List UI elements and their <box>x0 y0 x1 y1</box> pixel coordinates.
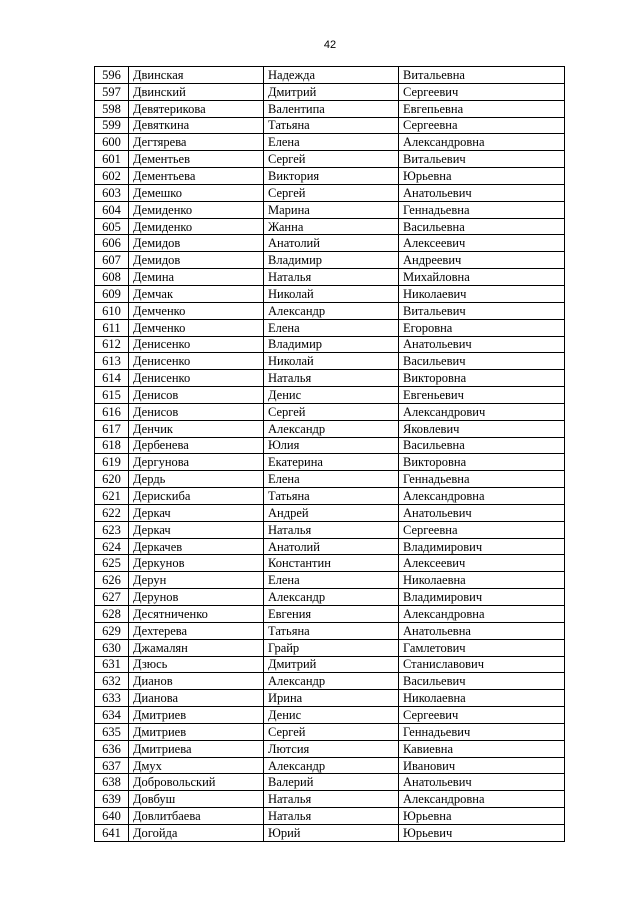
table-row <box>95 201 565 218</box>
patronymic-cell: Сергеевич <box>399 83 565 100</box>
table-row <box>95 168 565 185</box>
surname-cell: Дегтярева <box>129 134 264 151</box>
row-number-cell: 607 <box>95 252 129 269</box>
given-name-cell: Дмитрий <box>264 656 399 673</box>
patronymic-cell: Егоровна <box>399 319 565 336</box>
table-row <box>95 67 565 84</box>
patronymic-cell: Станиславович <box>399 656 565 673</box>
patronymic-cell: Юрьевич <box>399 824 565 841</box>
surname-cell: Довлитбаева <box>129 808 264 825</box>
patronymic-cell: Михайловна <box>399 269 565 286</box>
row-number-cell: 608 <box>95 269 129 286</box>
given-name-cell: Константин <box>264 555 399 572</box>
surname-cell: Денисенко <box>129 336 264 353</box>
given-name-cell: Владимир <box>264 336 399 353</box>
table-row <box>95 353 565 370</box>
row-number-cell: 604 <box>95 201 129 218</box>
row-number-cell: 626 <box>95 572 129 589</box>
surname-cell: Дмитриев <box>129 707 264 724</box>
table-row <box>95 83 565 100</box>
registry-body <box>95 67 565 842</box>
surname-cell: Двинская <box>129 67 264 84</box>
table-row <box>95 471 565 488</box>
row-number-cell: 628 <box>95 606 129 623</box>
surname-cell: Дианова <box>129 690 264 707</box>
row-number-cell: 610 <box>95 302 129 319</box>
row-number-cell: 640 <box>95 808 129 825</box>
given-name-cell: Юрий <box>264 824 399 841</box>
surname-cell: Денисенко <box>129 353 264 370</box>
table-row <box>95 707 565 724</box>
row-number-cell: 639 <box>95 791 129 808</box>
table-row <box>95 235 565 252</box>
patronymic-cell: Александровна <box>399 488 565 505</box>
table-row <box>95 319 565 336</box>
table-row <box>95 488 565 505</box>
row-number-cell: 597 <box>95 83 129 100</box>
given-name-cell: Наталья <box>264 269 399 286</box>
patronymic-cell: Анатольевич <box>399 184 565 201</box>
row-number-cell: 630 <box>95 639 129 656</box>
table-row <box>95 791 565 808</box>
patronymic-cell: Васильевич <box>399 673 565 690</box>
surname-cell: Денисов <box>129 403 264 420</box>
surname-cell: Деркач <box>129 504 264 521</box>
given-name-cell: Николай <box>264 353 399 370</box>
given-name-cell: Елена <box>264 319 399 336</box>
patronymic-cell: Васильевич <box>399 353 565 370</box>
patronymic-cell: Николаевна <box>399 572 565 589</box>
row-number-cell: 601 <box>95 151 129 168</box>
given-name-cell: Елена <box>264 572 399 589</box>
row-number-cell: 632 <box>95 673 129 690</box>
patronymic-cell: Викторовна <box>399 454 565 471</box>
surname-cell: Демиденко <box>129 218 264 235</box>
patronymic-cell: Алексеевич <box>399 555 565 572</box>
row-number-cell: 622 <box>95 504 129 521</box>
patronymic-cell: Сергеевна <box>399 521 565 538</box>
table-row <box>95 454 565 471</box>
patronymic-cell: Геннадьевна <box>399 201 565 218</box>
row-number-cell: 624 <box>95 538 129 555</box>
patronymic-cell: Александровна <box>399 134 565 151</box>
table-row <box>95 656 565 673</box>
row-number-cell: 621 <box>95 488 129 505</box>
patronymic-cell: Николаевна <box>399 690 565 707</box>
patronymic-cell: Гамлетович <box>399 639 565 656</box>
given-name-cell: Владимир <box>264 252 399 269</box>
patronymic-cell: Геннадьевич <box>399 723 565 740</box>
row-number-cell: 641 <box>95 824 129 841</box>
table-row <box>95 690 565 707</box>
table-row <box>95 555 565 572</box>
patronymic-cell: Кавиевна <box>399 740 565 757</box>
row-number-cell: 612 <box>95 336 129 353</box>
table-row <box>95 184 565 201</box>
surname-cell: Джамалян <box>129 639 264 656</box>
patronymic-cell: Яковлевич <box>399 420 565 437</box>
row-number-cell: 618 <box>95 437 129 454</box>
given-name-cell: Татьяна <box>264 622 399 639</box>
row-number-cell: 619 <box>95 454 129 471</box>
given-name-cell: Анатолий <box>264 538 399 555</box>
patronymic-cell: Евгепьевна <box>399 100 565 117</box>
row-number-cell: 602 <box>95 168 129 185</box>
table-row <box>95 151 565 168</box>
surname-cell: Дерискиба <box>129 488 264 505</box>
page-number: 42 <box>323 39 337 51</box>
given-name-cell: Жанна <box>264 218 399 235</box>
patronymic-cell: Геннадьевна <box>399 471 565 488</box>
surname-cell: Денисов <box>129 387 264 404</box>
patronymic-cell: Анатольевич <box>399 336 565 353</box>
given-name-cell: Ирина <box>264 690 399 707</box>
given-name-cell: Виктория <box>264 168 399 185</box>
patronymic-cell: Витальевич <box>399 151 565 168</box>
surname-cell: Денисенко <box>129 370 264 387</box>
row-number-cell: 614 <box>95 370 129 387</box>
row-number-cell: 616 <box>95 403 129 420</box>
surname-cell: Дердь <box>129 471 264 488</box>
table-row <box>95 521 565 538</box>
surname-cell: Девятерикова <box>129 100 264 117</box>
row-number-cell: 634 <box>95 707 129 724</box>
given-name-cell: Денис <box>264 707 399 724</box>
given-name-cell: Александр <box>264 673 399 690</box>
given-name-cell: Сергей <box>264 184 399 201</box>
surname-cell: Довбуш <box>129 791 264 808</box>
given-name-cell: Елена <box>264 134 399 151</box>
surname-cell: Демидов <box>129 235 264 252</box>
patronymic-cell: Евгеньевич <box>399 387 565 404</box>
table-row <box>95 774 565 791</box>
row-number-cell: 606 <box>95 235 129 252</box>
row-number-cell: 623 <box>95 521 129 538</box>
patronymic-cell: Александровна <box>399 791 565 808</box>
row-number-cell: 617 <box>95 420 129 437</box>
surname-cell: Догойда <box>129 824 264 841</box>
surname-cell: Деркунов <box>129 555 264 572</box>
patronymic-cell: Васильевна <box>399 218 565 235</box>
table-row <box>95 302 565 319</box>
surname-cell: Дмитриева <box>129 740 264 757</box>
surname-cell: Дерун <box>129 572 264 589</box>
table-row <box>95 606 565 623</box>
given-name-cell: Валерий <box>264 774 399 791</box>
row-number-cell: 605 <box>95 218 129 235</box>
patronymic-cell: Сергеевна <box>399 117 565 134</box>
patronymic-cell: Викторовна <box>399 370 565 387</box>
surname-cell: Дербенева <box>129 437 264 454</box>
patronymic-cell: Юрьевна <box>399 168 565 185</box>
row-number-cell: 598 <box>95 100 129 117</box>
given-name-cell: Сергей <box>264 403 399 420</box>
given-name-cell: Татьяна <box>264 117 399 134</box>
row-number-cell: 627 <box>95 589 129 606</box>
patronymic-cell: Сергеевич <box>399 707 565 724</box>
patronymic-cell: Владимирович <box>399 589 565 606</box>
surname-cell: Дианов <box>129 673 264 690</box>
table-row <box>95 269 565 286</box>
given-name-cell: Наталья <box>264 370 399 387</box>
row-number-cell: 599 <box>95 117 129 134</box>
surname-cell: Демиденко <box>129 201 264 218</box>
row-number-cell: 600 <box>95 134 129 151</box>
given-name-cell: Грайр <box>264 639 399 656</box>
surname-cell: Демченко <box>129 319 264 336</box>
given-name-cell: Александр <box>264 589 399 606</box>
patronymic-cell: Анатольевич <box>399 504 565 521</box>
surname-cell: Дехтерева <box>129 622 264 639</box>
table-row <box>95 538 565 555</box>
patronymic-cell: Иванович <box>399 757 565 774</box>
surname-cell: Двинский <box>129 83 264 100</box>
given-name-cell: Андрей <box>264 504 399 521</box>
row-number-cell: 635 <box>95 723 129 740</box>
surname-cell: Дерунов <box>129 589 264 606</box>
patronymic-cell: Витальевна <box>399 67 565 84</box>
table-row <box>95 370 565 387</box>
given-name-cell: Валентипа <box>264 100 399 117</box>
surname-cell: Девяткина <box>129 117 264 134</box>
surname-cell: Демешко <box>129 184 264 201</box>
table-row <box>95 387 565 404</box>
surname-cell: Дмух <box>129 757 264 774</box>
row-number-cell: 625 <box>95 555 129 572</box>
table-row <box>95 622 565 639</box>
patronymic-cell: Васильевна <box>399 437 565 454</box>
row-number-cell: 603 <box>95 184 129 201</box>
given-name-cell: Александр <box>264 757 399 774</box>
table-row <box>95 824 565 841</box>
patronymic-cell: Николаевич <box>399 285 565 302</box>
surname-cell: Дергунова <box>129 454 264 471</box>
table-row <box>95 285 565 302</box>
table-row <box>95 403 565 420</box>
surname-cell: Деркач <box>129 521 264 538</box>
table-row <box>95 740 565 757</box>
table-row <box>95 218 565 235</box>
row-number-cell: 633 <box>95 690 129 707</box>
table-row <box>95 504 565 521</box>
row-number-cell: 615 <box>95 387 129 404</box>
given-name-cell: Сергей <box>264 151 399 168</box>
given-name-cell: Екатерина <box>264 454 399 471</box>
row-number-cell: 611 <box>95 319 129 336</box>
name-registry-table <box>94 66 565 842</box>
surname-cell: Деркачев <box>129 538 264 555</box>
patronymic-cell: Анатольевна <box>399 622 565 639</box>
table-row <box>95 723 565 740</box>
given-name-cell: Денис <box>264 387 399 404</box>
given-name-cell: Александр <box>264 420 399 437</box>
table-row <box>95 808 565 825</box>
surname-cell: Дмитриев <box>129 723 264 740</box>
table-row <box>95 589 565 606</box>
given-name-cell: Евгения <box>264 606 399 623</box>
given-name-cell: Николай <box>264 285 399 302</box>
given-name-cell: Наталья <box>264 521 399 538</box>
patronymic-cell: Андреевич <box>399 252 565 269</box>
given-name-cell: Сергей <box>264 723 399 740</box>
table-row <box>95 757 565 774</box>
given-name-cell: Наталья <box>264 808 399 825</box>
row-number-cell: 596 <box>95 67 129 84</box>
given-name-cell: Надежда <box>264 67 399 84</box>
row-number-cell: 609 <box>95 285 129 302</box>
patronymic-cell: Алексеевич <box>399 235 565 252</box>
table-row <box>95 673 565 690</box>
row-number-cell: 613 <box>95 353 129 370</box>
row-number-cell: 631 <box>95 656 129 673</box>
row-number-cell: 629 <box>95 622 129 639</box>
table-row <box>95 336 565 353</box>
table-row <box>95 252 565 269</box>
surname-cell: Дементьев <box>129 151 264 168</box>
given-name-cell: Александр <box>264 302 399 319</box>
surname-cell: Добровольский <box>129 774 264 791</box>
table-row <box>95 420 565 437</box>
given-name-cell: Анатолий <box>264 235 399 252</box>
patronymic-cell: Витальевич <box>399 302 565 319</box>
surname-cell: Десятниченко <box>129 606 264 623</box>
given-name-cell: Елена <box>264 471 399 488</box>
surname-cell: Демченко <box>129 302 264 319</box>
given-name-cell: Дмитрий <box>264 83 399 100</box>
row-number-cell: 637 <box>95 757 129 774</box>
surname-cell: Демина <box>129 269 264 286</box>
surname-cell: Дементьева <box>129 168 264 185</box>
row-number-cell: 620 <box>95 471 129 488</box>
table-row <box>95 134 565 151</box>
patronymic-cell: Владимирович <box>399 538 565 555</box>
surname-cell: Демчак <box>129 285 264 302</box>
patronymic-cell: Юрьевна <box>399 808 565 825</box>
table-row <box>95 572 565 589</box>
patronymic-cell: Александровна <box>399 606 565 623</box>
surname-cell: Дзюсь <box>129 656 264 673</box>
table-row <box>95 100 565 117</box>
given-name-cell: Лютсия <box>264 740 399 757</box>
given-name-cell: Татьяна <box>264 488 399 505</box>
patronymic-cell: Анатольевич <box>399 774 565 791</box>
given-name-cell: Наталья <box>264 791 399 808</box>
surname-cell: Денчик <box>129 420 264 437</box>
row-number-cell: 638 <box>95 774 129 791</box>
patronymic-cell: Александрович <box>399 403 565 420</box>
given-name-cell: Юлия <box>264 437 399 454</box>
row-number-cell: 636 <box>95 740 129 757</box>
surname-cell: Демидов <box>129 252 264 269</box>
table-row <box>95 117 565 134</box>
table-row <box>95 437 565 454</box>
given-name-cell: Марина <box>264 201 399 218</box>
table-row <box>95 639 565 656</box>
